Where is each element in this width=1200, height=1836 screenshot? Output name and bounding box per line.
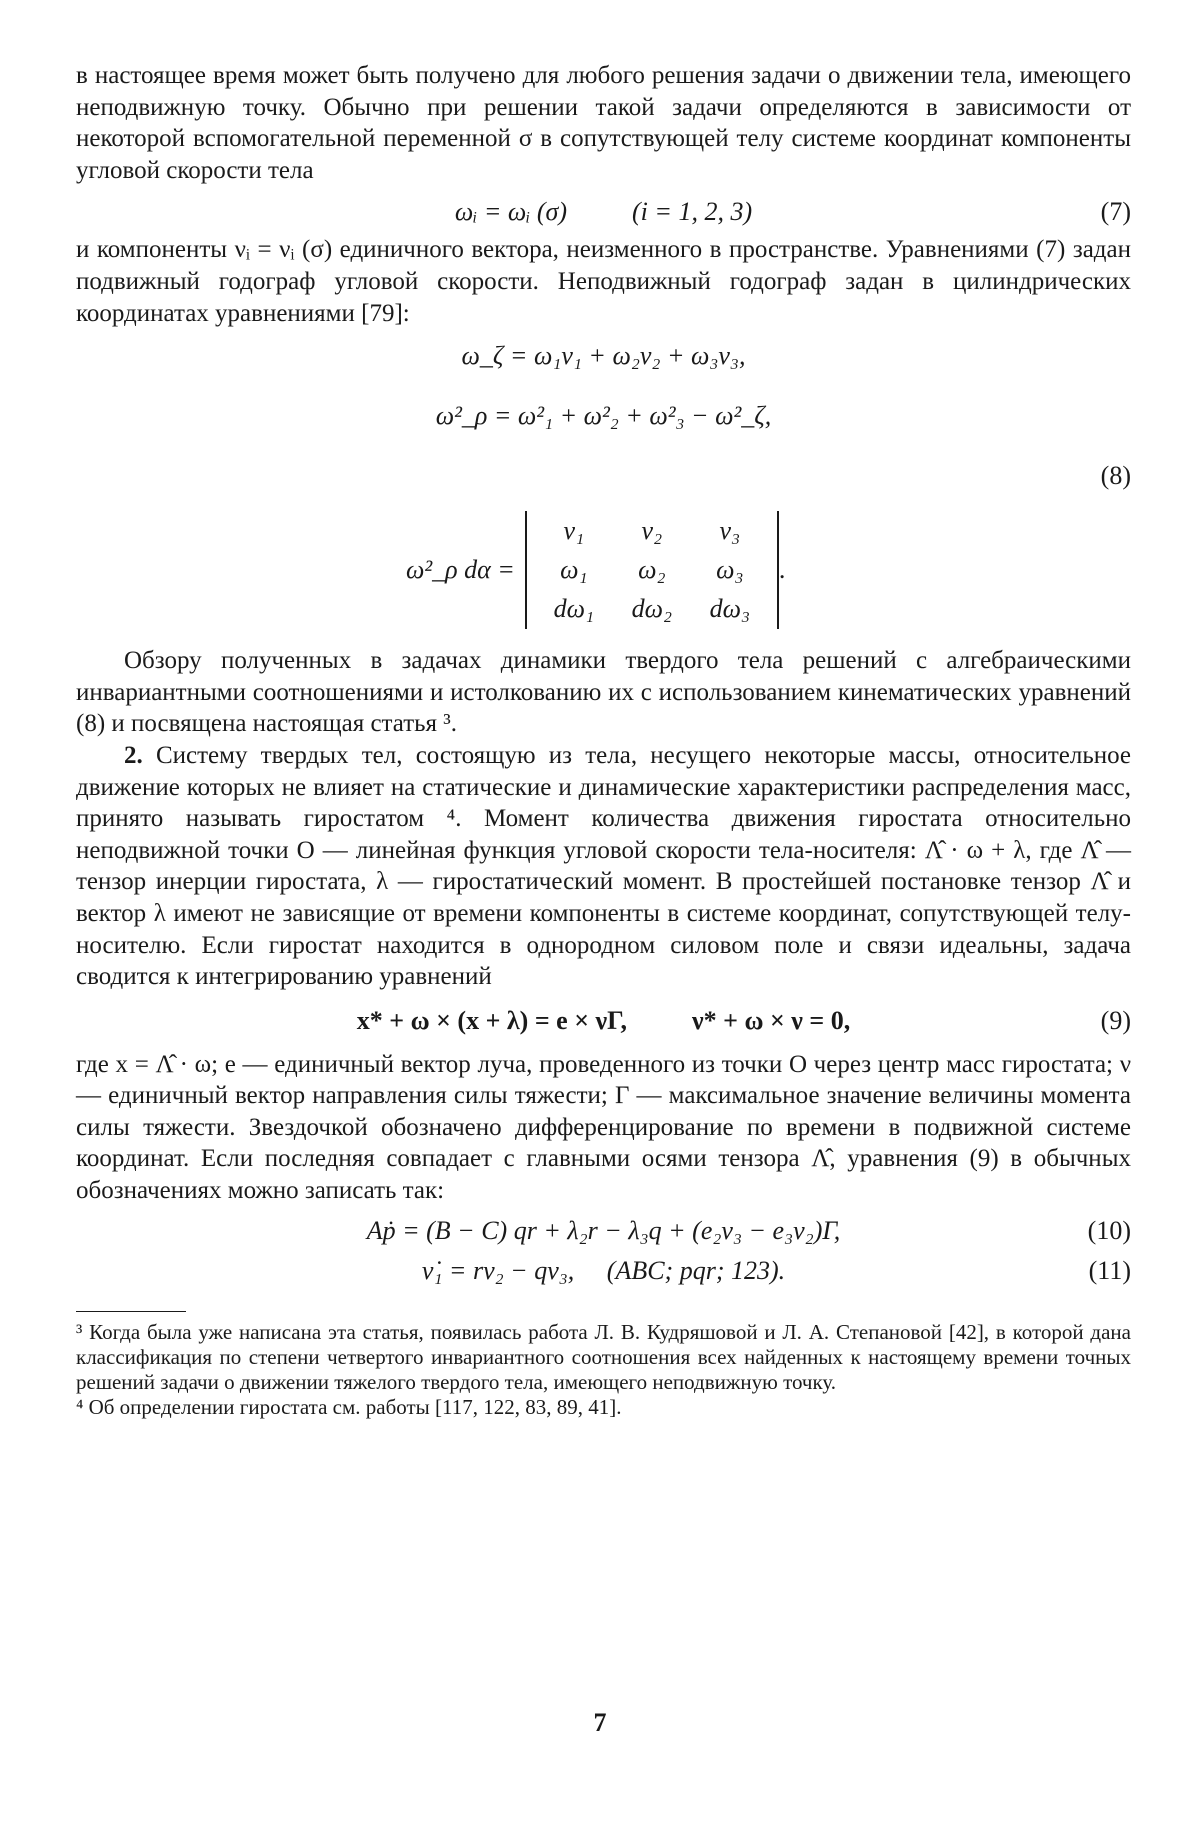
equation-7-text: ωᵢ = ωᵢ (σ) (i = 1, 2, 3) bbox=[454, 197, 753, 227]
equation-9-number: (9) bbox=[1100, 1005, 1131, 1035]
det-cell: dω₂ bbox=[631, 594, 673, 624]
footnote-rule bbox=[76, 1311, 186, 1312]
equation-9-text: x* + ω × (x + λ) = e × νΓ, ν* + ω × ν = 0, bbox=[356, 1005, 851, 1035]
equation-11-number: (11) bbox=[1088, 1255, 1131, 1285]
paragraph-1: в настоящее время может быть получено для любого решения задачи о движении тела, имеющего неподвижную точку. Обычно при решении такой задачи определяются в зависимости от некоторой вспомогательной переменной σ в сопутствующей телу системе координат компоненты угловой скорости тела bbox=[76, 62, 1131, 184]
det-cell: ν₂ bbox=[641, 516, 663, 546]
page-number: 7 bbox=[593, 1708, 607, 1737]
det-cell: ν₁ bbox=[563, 516, 585, 546]
det-cell: ω₂ bbox=[638, 555, 666, 585]
equation-10-text: Aṗ = (B − C) qr + λ₂r − λ₃q + (e₂ν₃ − e₃ν₂)Γ, bbox=[366, 1215, 841, 1245]
equation-11-text: ν̇₁ = rν₂ − qν₃, (ABC; pqr; 123). bbox=[421, 1255, 786, 1285]
equation-8-block bbox=[76, 333, 1131, 639]
page-body bbox=[76, 60, 1131, 1420]
paragraph-2: и компоненты νᵢ = νᵢ (σ) единичного вектора, неизменного в пространстве. Уравнениями (7) задан подвижный годограф угловой скорости. Неподвижный годограф задан в цилиндрических координатах уравнениями [79]: bbox=[76, 236, 1131, 327]
det-cell: dω₁ bbox=[553, 594, 595, 624]
determinant-prefix: ω²_ρ dα = bbox=[406, 555, 515, 585]
section-2-number: 2. bbox=[124, 741, 143, 769]
det-cell: ω₁ bbox=[560, 555, 588, 585]
determinant-matrix bbox=[535, 512, 769, 629]
equation-9 bbox=[76, 999, 1131, 1043]
paragraph-4-text: Систему твердых тел, состоящую из тела, несущего некоторые массы, относительное движение которых не влияет на статические и динамические характеристики распределения масс, принято называть гиростатом ⁴. Момент количества движения гиростата относительно неподвижной точки O — линейная функция угловой скорости тела-носителя: Λ̂ · ω + λ, где Λ̂ — тензор инерции гиростата, λ — гиростатический момент. В простейшей постановке тензор Λ̂ и вектор λ имеют не зависящие от времени компоненты в системе координат, сопутствующей телу-носителю. Если гиростат находится в однородном силовом поле и связи идеальны, задача сводится к интегрированию уравнений bbox=[76, 741, 1132, 991]
equation-11 bbox=[76, 1251, 1131, 1291]
paragraph-5: где x = Λ̂ · ω; e — единичный вектор луча, проведенного из точки O через центр масс гиростата; ν — единичный вектор направления силы тяжести; Γ — максимальное значение величины момента силы тяжести. Звездочкой обозначено дифференцирование по времени в подвижной системе координат. Если последняя совпадает с главными осями тензора Λ̂, уравнения (9) в обычных обозначениях можно записать так: bbox=[76, 1050, 1131, 1205]
footnotes bbox=[76, 1311, 1131, 1420]
equation-8-number: (8) bbox=[1100, 461, 1131, 491]
footnote-3: ³ Когда была уже написана эта статья, появилась работа Л. В. Кудряшовой и Л. А. Степановой [42], в которой дана классификация по степени четвертого инвариантного соотношения всех найденных к настоящему времени точных решений задачи о движении тяжелого твердого тела, имеющего неподвижную точку. bbox=[76, 1319, 1131, 1394]
determinant-equation bbox=[406, 511, 785, 629]
equation-7-number: (7) bbox=[1100, 197, 1131, 227]
equation-10 bbox=[76, 1211, 1131, 1251]
paragraph-3: Обзору полученных в задачах динамики твердого тела решений с алгебраическими инвариантными соотношениями и истолкованию их с использованием кинематических уравнений (8) и посвящена настоящая статья ³. bbox=[76, 647, 1131, 738]
det-cell: ω₃ bbox=[716, 555, 744, 585]
equation-8-line-1: ω_ζ = ω₁ν₁ + ω₂ν₂ + ω₃ν₃, bbox=[461, 341, 746, 371]
paragraph-4 bbox=[76, 740, 1131, 993]
equation-7 bbox=[76, 190, 1131, 234]
determinant-left-bar bbox=[525, 511, 527, 629]
determinant-period: . bbox=[778, 555, 786, 585]
equation-8-line-2: ω²_ρ = ω²₁ + ω²₂ + ω²₃ − ω²_ζ, bbox=[435, 401, 772, 431]
det-cell: dω₃ bbox=[709, 594, 751, 624]
det-cell: ν₃ bbox=[719, 516, 741, 546]
equation-10-number: (10) bbox=[1087, 1215, 1131, 1245]
footnote-4: ⁴ Об определении гиростата см. работы [117, 122, 83, 89, 41]. bbox=[76, 1394, 622, 1419]
